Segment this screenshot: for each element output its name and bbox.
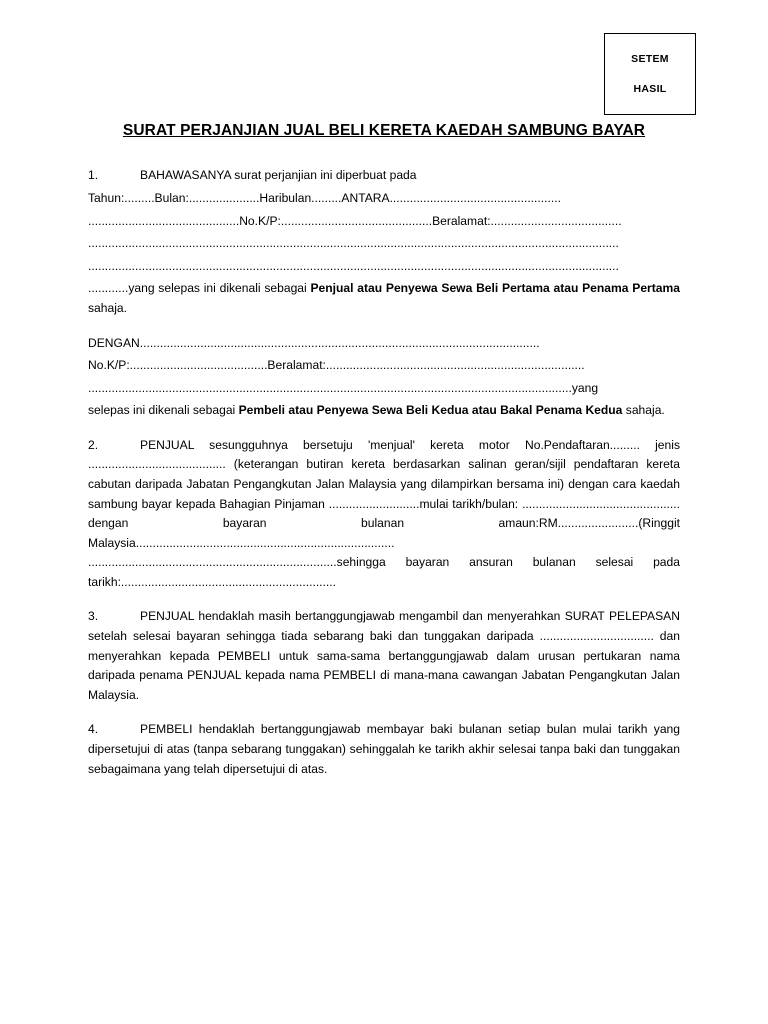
clause-2-line2: No.K/P:.........................................Beralamat:............................................................................. bbox=[88, 358, 585, 373]
clause-3-text: PENJUAL sesungguhnya bersetuju 'menjual' kereta motor No.Pendaftaran......... jenis ......................................... (keterangan butiran kereta berdasarkan salinan geran/sijil pendaftaran kereta cabutan daripada Jabatan Pengangkutan Jalan Malaysia yang dilampirkan bersama ini) dengan cara kaedah sambung bayar kepada Bahagian Pinjaman ...........................mulai tarikh/bulan: ............................................... dengan bayaran bulanan amaun:RM........................(Ringgit Malaysia............................................................................. ..........................................................................sehingga bayaran ansuran bulanan selesai pada tarikh:................................................................ bbox=[88, 437, 680, 589]
clause-4-number: 3. bbox=[88, 609, 99, 624]
clause-1-line3: .............................................No.K/P:.............................................Beralamat:....................................... bbox=[88, 213, 622, 228]
clause-2-line1: DENGAN....................................................................................................................... bbox=[88, 335, 540, 350]
clause-4-text: PENJUAL hendaklah masih bertanggungjawab mengambil dan menyerahkan SURAT PELEPASAN setelah selesai bayaran sehingga tiada sebarang baki dan tunggakan daripada .................................. dan menyerahkan kepada PEMBELI untuk sama-sama bertanggungjawab dalam urusan pertukaran nama daripada penama PENJUAL kepada nama PEMBELI di mana-mana cawangan Jabatan Pengangkutan Jalan Malaysia. bbox=[88, 609, 680, 702]
clause-1-line6-post: sahaja. bbox=[88, 300, 127, 315]
clause-2-line4 bbox=[88, 401, 680, 421]
stamp-duty-box bbox=[604, 33, 696, 115]
clause-4 bbox=[88, 607, 680, 705]
clause-3-number: 2. bbox=[88, 437, 99, 452]
clause-1-line6-pre: ............yang selepas ini dikenali sebagai bbox=[88, 281, 311, 296]
clause-1-line5: .............................................................................................................................................................. bbox=[88, 258, 619, 273]
clause-1-line2: Tahun:.........Bulan:.....................Haribulan.........ANTARA................................................... bbox=[88, 191, 561, 206]
clause-2-line3: ................................................................................................................................................yang bbox=[88, 380, 599, 395]
clause-1-line4: .............................................................................................................................................................. bbox=[88, 236, 619, 251]
clause-2-line4-pre: selepas ini dikenali sebagai bbox=[88, 403, 239, 418]
document-body bbox=[88, 166, 680, 779]
clause-2-line4-bold: Pembeli atau Penyewa Sewa Beli Kedua atau Bakal Penama Kedua bbox=[238, 403, 623, 418]
clause-5 bbox=[88, 720, 680, 779]
clause-3 bbox=[88, 436, 680, 593]
stamp-label-setem: SETEM bbox=[631, 53, 669, 65]
clause-1-number: 1. bbox=[88, 168, 99, 183]
clause-5-number: 4. bbox=[88, 722, 99, 737]
clause-1-line1: BAHAWASANYA surat perjanjian ini diperbuat pada bbox=[140, 168, 417, 183]
clause-1-intro bbox=[88, 166, 680, 186]
clause-5-text: PEMBELI hendaklah bertanggungjawab membayar baki bulanan setiap bulan mulai tarikh yang dipersetujui di atas (tanpa sebarang tunggakan) sehinggalah ke tarikh akhir selesai tanpa baki dan tunggakan sebagaimana yang telah dipersetujui di atas. bbox=[88, 722, 680, 776]
clause-1-line6-bold: Penjual atau Penyewa Sewa Beli Pertama atau Penama Pertama bbox=[310, 281, 680, 296]
clause-1-line6 bbox=[88, 279, 680, 318]
stamp-label-hasil: HASIL bbox=[633, 83, 667, 95]
page-title: SURAT PERJANJIAN JUAL BELI KERETA KAEDAH SAMBUNG BAYAR bbox=[122, 122, 646, 139]
clause-2-line4-post: sahaja. bbox=[622, 403, 665, 418]
